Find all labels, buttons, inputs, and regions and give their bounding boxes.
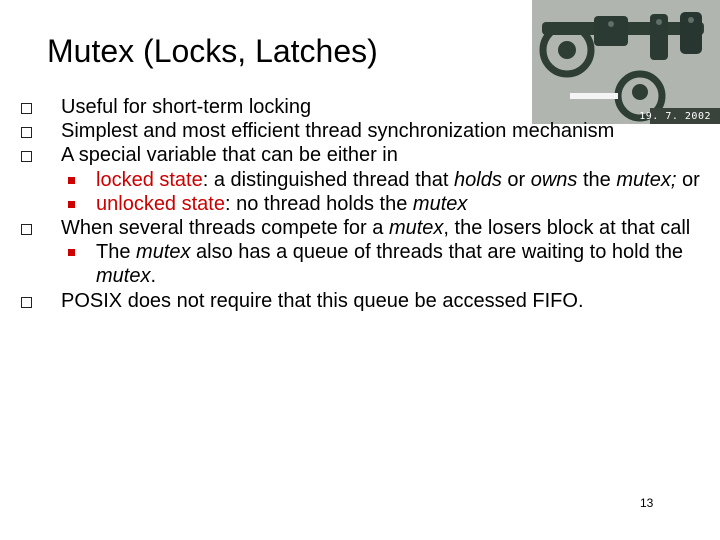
slide-title: Mutex (Locks, Latches) — [47, 33, 378, 69]
sub-bullet-item — [96, 192, 720, 216]
sub-bullet-text: also has a queue of threads that are waiting to hold the — [190, 241, 684, 264]
mutex-term: mutex — [412, 192, 468, 215]
mutex-term: mutex — [388, 217, 444, 240]
sub-bullet-text: or — [501, 168, 531, 191]
filled-square-bullet-icon — [68, 201, 75, 208]
sub-bullet-item — [96, 168, 720, 192]
bullet-text: , the losers block at that call — [443, 217, 691, 240]
holds-word: holds — [454, 168, 502, 191]
page-number: 13 — [640, 496, 654, 510]
hollow-square-bullet-icon — [21, 224, 32, 235]
bullet-item — [61, 143, 720, 167]
sub-bullet-text: The — [96, 241, 137, 264]
bullet-text: Simplest and most efficient thread synchronization mechanism — [61, 120, 615, 143]
filled-square-bullet-icon — [68, 249, 75, 256]
hollow-square-bullet-icon — [21, 103, 32, 114]
unlocked-state-term: unlocked state — [96, 192, 225, 215]
bullet-item — [61, 95, 720, 119]
sub-bullet-item — [96, 240, 720, 288]
bullet-item — [61, 119, 720, 143]
sub-bullet-text: or — [676, 168, 700, 191]
bullet-item — [61, 216, 720, 240]
photo-date-stamp: 19. 7. 2002 — [639, 111, 711, 122]
bullet-text: POSIX does not require that this queue be accessed FIFO. — [61, 289, 584, 312]
mutex-term: mutex — [136, 241, 191, 264]
mutex-term: mutex — [96, 265, 151, 288]
sub-bullet-text: : no thread holds the — [224, 192, 413, 215]
sub-bullet-text: . — [150, 265, 157, 288]
bullet-text: A special variable that can be either in — [61, 144, 398, 167]
mutex-term: mutex; — [616, 168, 677, 191]
hollow-square-bullet-icon — [21, 297, 32, 308]
filled-square-bullet-icon — [68, 177, 75, 184]
hollow-square-bullet-icon — [21, 127, 32, 138]
sub-bullet-text: the — [577, 168, 617, 191]
bullet-item — [61, 289, 720, 313]
bullet-list — [0, 95, 720, 313]
bullet-text: Useful for short-term locking — [61, 96, 312, 118]
hollow-square-bullet-icon — [21, 151, 32, 162]
bullet-text: When several threads compete for a — [61, 217, 389, 240]
owns-word: owns — [530, 168, 578, 191]
sub-bullet-text: : a distinguished thread that — [202, 168, 455, 191]
locked-state-term: locked state — [96, 168, 203, 191]
